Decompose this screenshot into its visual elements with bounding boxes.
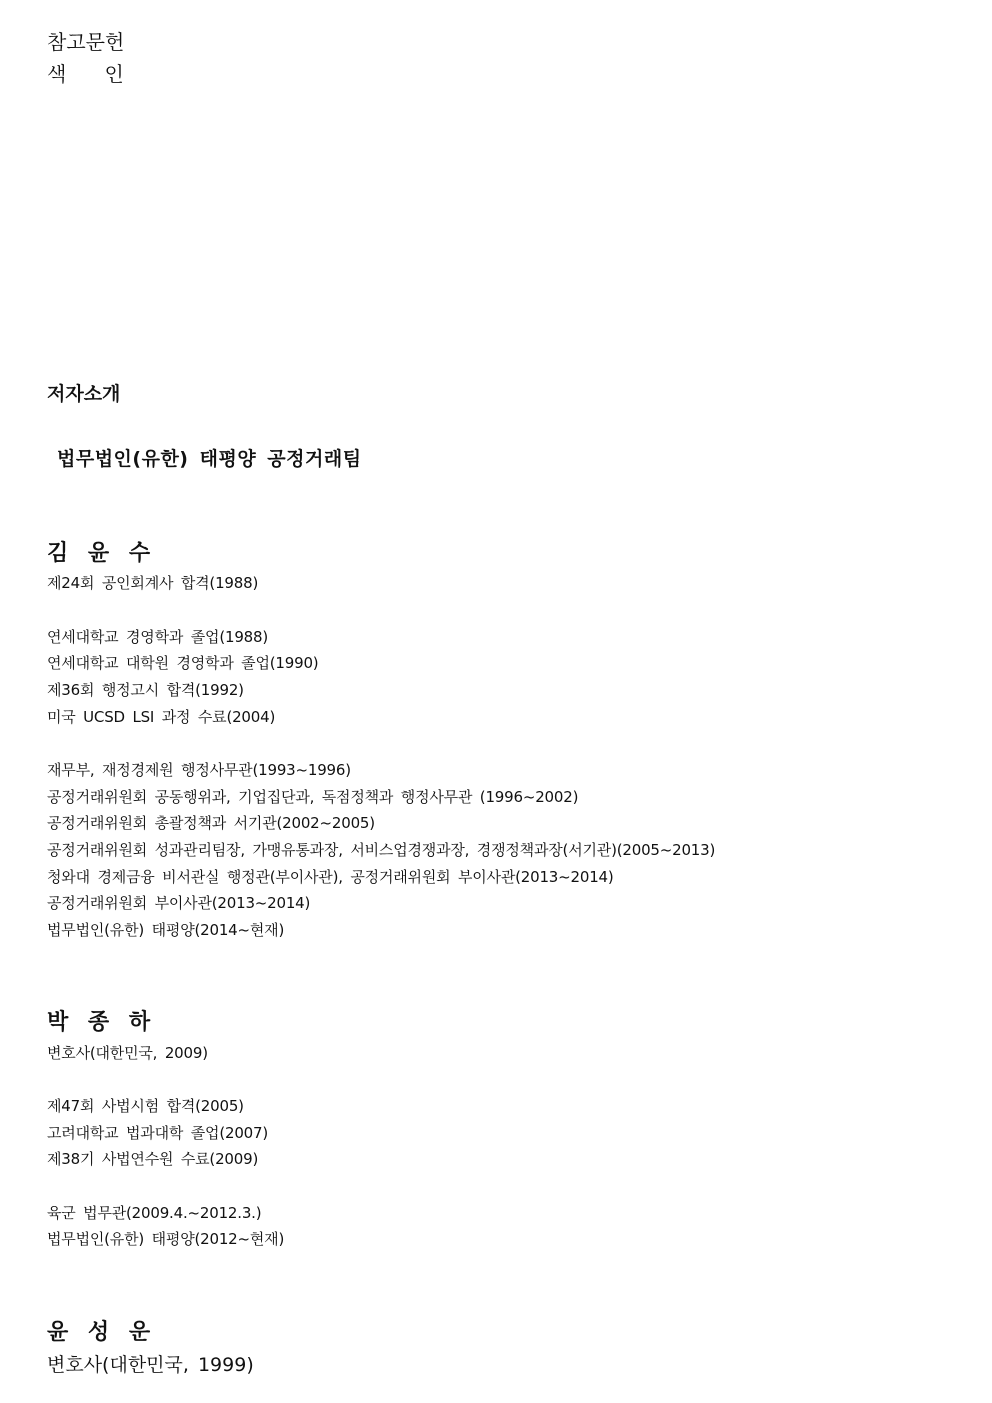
author-entry: 법무법인(유한) 태평양(2014~현재) [47,921,285,939]
toc-index: 색 인 [47,62,124,86]
author-name: 윤 성 운 [47,1320,157,1345]
toc-references: 참고문헌 [47,30,125,54]
author-name: 박 종 하 [47,1010,157,1035]
author-entry: 청와대 경제금융 비서관실 행정관(부이사관), 공정거래위원회 부이사관(2013~2014) [47,868,614,886]
author-name: 김 윤 수 [47,541,157,566]
author-entry: 연세대학교 대학원 경영학과 졸업(1990) [47,654,319,672]
author-entry: 공정거래위원회 성과관리팀장, 가맹유통과장, 서비스업경쟁과장, 경쟁정책과장(서기관)(2005~2013) [47,841,716,859]
author-entry: 육군 법무관(2009.4.~2012.3.) [47,1204,262,1222]
author-entry: 고려대학교 법과대학 졸업(2007) [47,1124,269,1142]
authors-section-heading: 저자소개 [47,383,121,405]
author-entry: 법무법인(유한) 태평양(2012~현재) [47,1230,285,1248]
author-entry: 공정거래위원회 총괄정책과 서기관(2002~2005) [47,814,375,832]
author-entry: 제36회 행정고시 합격(1992) [47,681,244,699]
author-entry: 제24회 공인회계사 합격(1988) [47,574,259,592]
author-entry: 제38기 사법연수원 수료(2009) [47,1150,259,1168]
author-entry: 재무부, 재정경제원 행정사무관(1993~1996) [47,761,351,779]
team-name: 법무법인(유한) 태평양 공정거래팀 [57,448,362,470]
author-entry: 공정거래위원회 공동행위과, 기업집단과, 독점정책과 행정사무관 (1996~2002) [47,788,579,806]
author-entry: 연세대학교 경영학과 졸업(1988) [47,628,269,646]
author-entry: 변호사(대한민국, 2009) [47,1044,208,1062]
author-entry: 변호사(대한민국, 1999) [47,1354,254,1376]
author-entry: 공정거래위원회 부이사관(2013~2014) [47,894,311,912]
author-entry: 미국 UCSD LSI 과정 수료(2004) [47,708,276,726]
author-entry: 제47회 사법시험 합격(2005) [47,1097,244,1115]
